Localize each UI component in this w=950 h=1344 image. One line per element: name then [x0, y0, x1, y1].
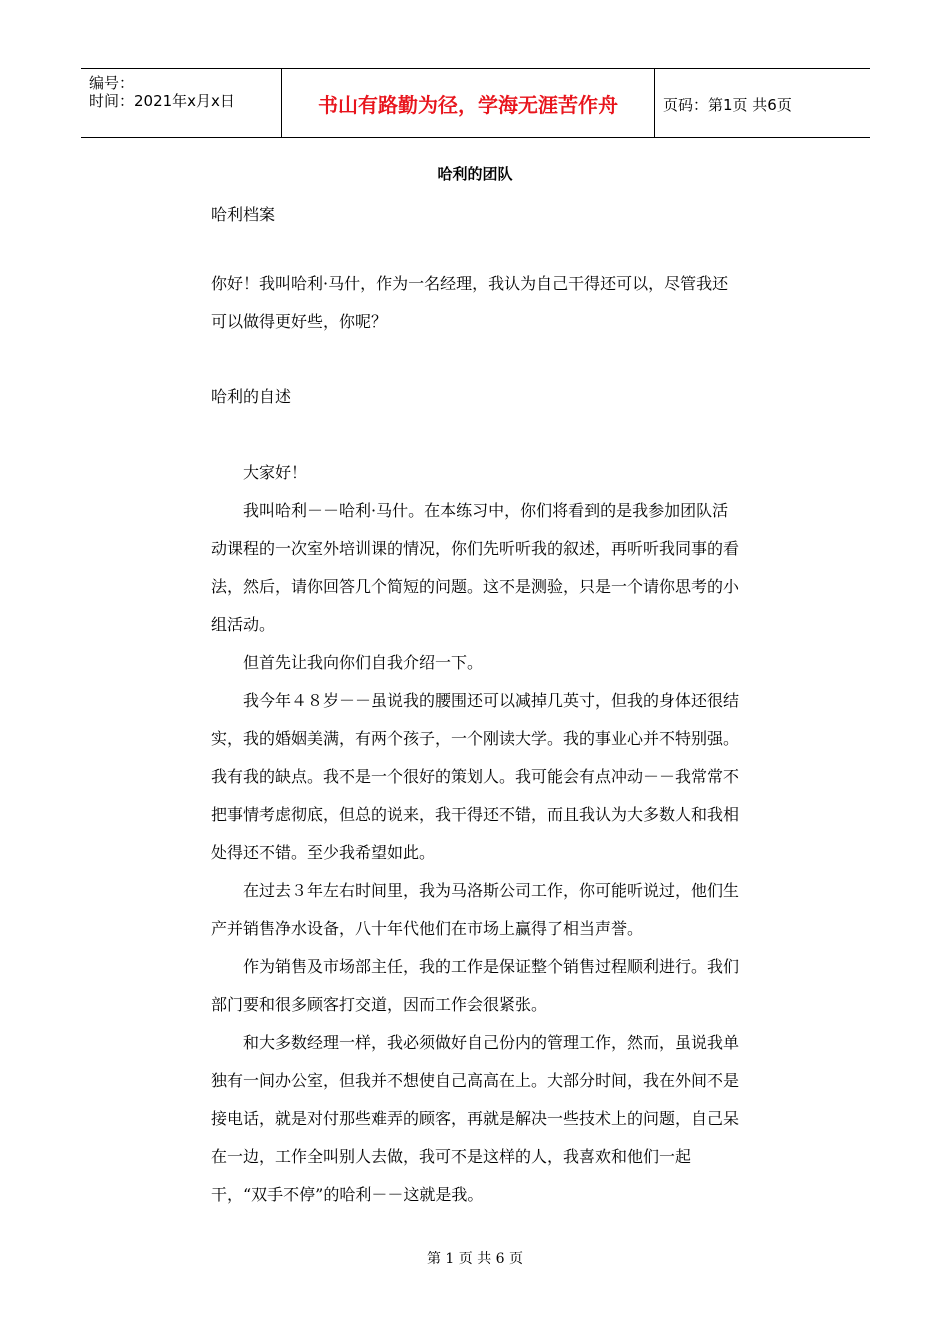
- intro-block: [211, 265, 741, 341]
- body-paragraph: 但首先让我向你们自我介绍一下。: [243, 653, 484, 672]
- intro-paragraph: 你好！我叫哈利·马什，作为一名经理，我认为自己干得还可以，尽管我还可以做得更好些，你呢？: [211, 274, 729, 331]
- body-paragraph: 在过去３年左右时间里，我为马洛斯公司工作，你可能听说过，他们生产并销售净水设备，八十年代他们在市场上赢得了相当声誉。: [211, 881, 740, 938]
- doc-time-label: 时间：2021年x月x日: [89, 92, 235, 110]
- body-paragraph: 和大多数经理一样，我必须做好自己份内的管理工作，然而，虽说我单独有一间办公室，但我并不想使自己高高在上。大部分时间，我在外间不是接电话，就是对付那些难弄的顾客，再就是解决一些技术上的问题，自己呆在一边，工作全叫别人去做，我可不是这样的人，我喜欢和他们一起干，“双手不停”的哈利－－这就是我。: [211, 1033, 740, 1204]
- document-title: 哈利的团队: [437, 165, 513, 183]
- header-motto: 书山有路勤为径，学海无涯苦作舟: [281, 69, 655, 137]
- page-footer: 第 1 页 共 6 页: [426, 1251, 524, 1267]
- body-paragraph: 作为销售及市场部主任，我的工作是保证整个销售过程顺利进行。我们部门要和很多顾客打交道，因而工作会很紧张。: [211, 957, 740, 1014]
- body-paragraph: 我今年４８岁－－虽说我的腰围还可以减掉几英寸，但我的身体还很结实，我的婚姻美满，有两个孩子，一个刚读大学。我的事业心并不特别强。我有我的缺点。我不是一个很好的策划人。我可能会有点冲动－－我常常不把事情考虑彻底，但总的说来，我干得还不错，而且我认为大多数人和我相处得还不错。至少我希望如此。: [211, 691, 740, 862]
- self-heading-block: [211, 378, 741, 416]
- narrative-block: [211, 454, 741, 1214]
- section-heading-file: 哈利档案: [211, 205, 276, 224]
- greeting-paragraph: 大家好！: [243, 463, 308, 482]
- section-heading-self: 哈利的自述: [211, 387, 292, 406]
- page-header: [81, 68, 870, 138]
- doc-number-label: 编号：: [89, 74, 135, 92]
- body-paragraph: 我叫哈利－－哈利·马什。在本练习中，你们将看到的是我参加团队活动课程的一次室外培训课的情况，你们先听听我的叙述，再听听我同事的看法，然后，请你回答几个简短的问题。这不是测验，只是一个请你思考的小组活动。: [211, 501, 740, 634]
- header-info-cell: [81, 69, 281, 137]
- header-page-label: 页码：第1页 共6页: [663, 96, 792, 114]
- file-heading: [211, 196, 741, 234]
